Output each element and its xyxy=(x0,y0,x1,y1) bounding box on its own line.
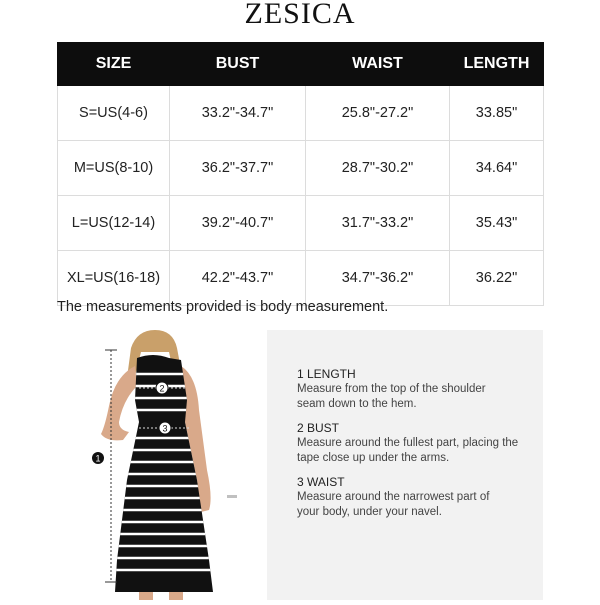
table-row xyxy=(58,86,544,141)
cell-size: XL=US(16-18) xyxy=(58,251,170,306)
left-arm xyxy=(101,366,137,440)
leg xyxy=(139,592,153,600)
instruction-title: 3 WAIST xyxy=(297,475,345,489)
table-header-row xyxy=(58,43,544,86)
cell-bust: 39.2"-40.7" xyxy=(170,196,306,251)
header-bust: BUST xyxy=(170,43,306,86)
cell-waist: 34.7"-36.2" xyxy=(306,251,450,306)
cell-bust: 36.2"-37.7" xyxy=(170,141,306,196)
instruction-description: Measure around the fullest part, placing the tape close up under the arms. xyxy=(297,437,519,464)
marker-2 xyxy=(156,382,168,394)
cell-size: L=US(12-14) xyxy=(58,196,170,251)
cell-waist: 28.7"-30.2" xyxy=(306,141,450,196)
table-row xyxy=(58,196,544,251)
instruction-title: 2 BUST xyxy=(297,421,340,435)
header-waist: WAIST xyxy=(306,43,450,86)
cell-length: 34.64" xyxy=(450,141,544,196)
cell-size: M=US(8-10) xyxy=(58,141,170,196)
marker-3 xyxy=(159,422,171,434)
table-row xyxy=(58,251,544,306)
instruction-description: Measure from the top of the shoulder seam down to the hem. xyxy=(297,383,486,410)
cell-size: S=US(4-6) xyxy=(58,86,170,141)
cell-length: 33.85" xyxy=(450,86,544,141)
instruction-description: Measure around the narrowest part of your body, under your navel. xyxy=(297,491,490,518)
measurement-note: The measurements provided is body measurement. xyxy=(57,299,389,315)
cell-length: 36.22" xyxy=(450,251,544,306)
instruction-length xyxy=(297,367,537,412)
size-chart-table xyxy=(57,42,544,306)
cell-waist: 25.8"-27.2" xyxy=(306,86,450,141)
marker-1 xyxy=(92,452,104,464)
svg-text:3: 3 xyxy=(162,423,168,434)
header-length: LENGTH xyxy=(450,43,544,86)
svg-text:1: 1 xyxy=(95,453,101,464)
cell-bust: 42.2"-43.7" xyxy=(170,251,306,306)
bracelet xyxy=(227,495,237,498)
table-row xyxy=(58,141,544,196)
svg-text:2: 2 xyxy=(159,383,165,394)
model-photo xyxy=(57,330,261,600)
length-measure-line xyxy=(105,350,117,582)
measuring-instructions-panel xyxy=(267,330,543,600)
instruction-title: 1 LENGTH xyxy=(297,367,356,381)
cell-waist: 31.7"-33.2" xyxy=(306,196,450,251)
dress-illustration xyxy=(57,330,261,600)
instruction-bust xyxy=(297,421,537,466)
brand-logo: ZESICA xyxy=(244,0,356,30)
header-size: SIZE xyxy=(58,43,170,86)
instruction-waist xyxy=(297,475,537,520)
cell-bust: 33.2"-34.7" xyxy=(170,86,306,141)
leg xyxy=(169,592,183,600)
cell-length: 35.43" xyxy=(450,196,544,251)
